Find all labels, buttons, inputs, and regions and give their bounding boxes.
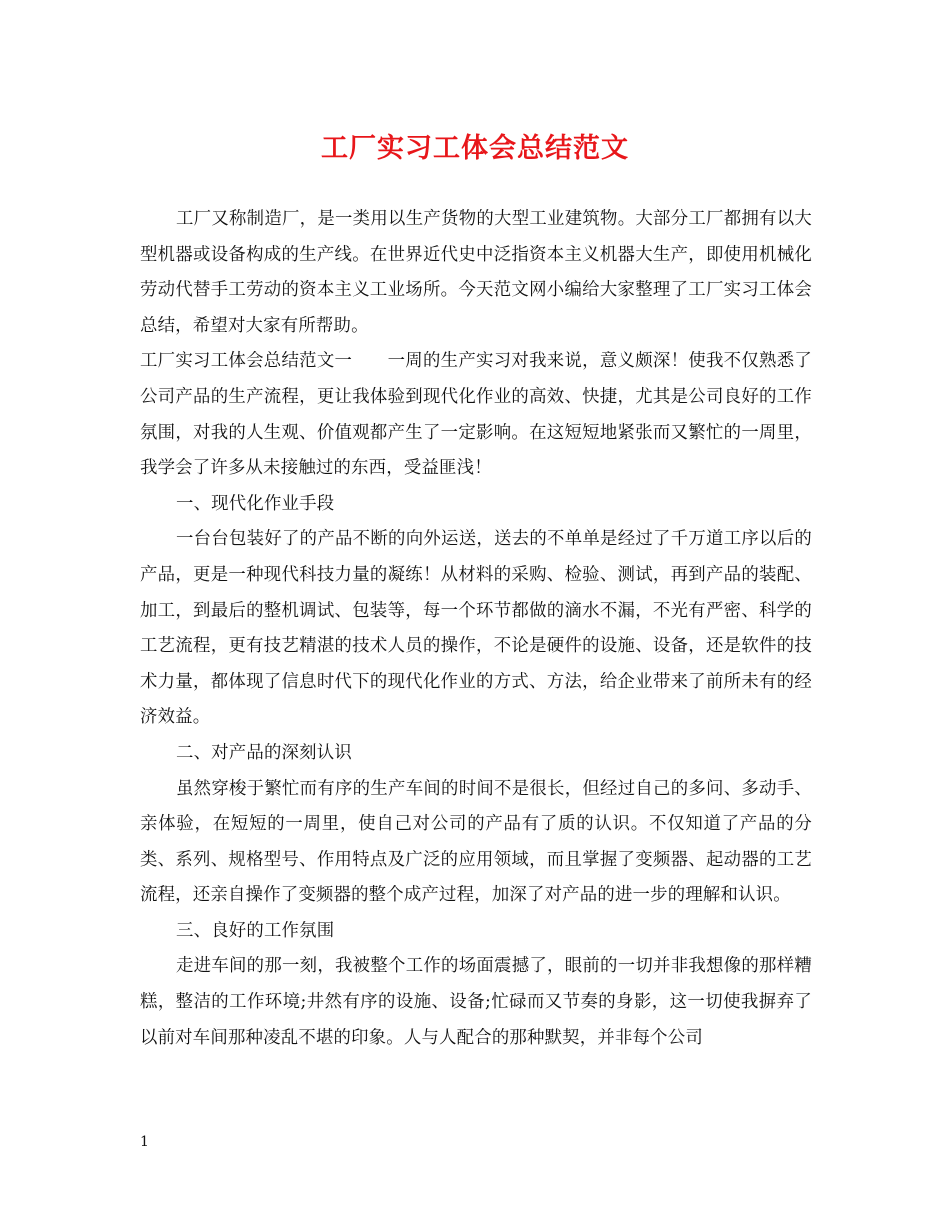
section-heading-work-atmosphere: 三、良好的工作氛围 xyxy=(176,920,335,941)
intro-paragraph: 工厂又称制造厂，是一类用以生产货物的大型工业建筑物。大部分工厂都拥有以大型机器或设备构成的生产线。在世界近代史中泛指资本主义机器大生产，即使用机械化劳动代替手工劳动的资本主义工业场所。今天范文网小编给大家整理了工厂实习工体会总结，希望对大家有所帮助。 xyxy=(140,209,812,336)
modern-operations-paragraph: 一台台包装好了的产品不断的向外运送，送去的不单单是经过了千万道工序以后的产品，更是一种现代科技力量的凝练！从材料的采购、检验、测试，再到产品的装配、加工，到最后的整机调试、包装等，每一个环节都做的滴水不漏，不光有严密、科学的工艺流程，更有技艺精湛的技术人员的操作，不论是硬件的设施、设备，还是软件的技术力量，都体现了信息时代下的现代化作业的方式、方法，给企业带来了前所未有的经济效益。 xyxy=(140,529,812,728)
document-body xyxy=(140,202,812,1056)
sample-one-paragraph: 工厂实习工体会总结范文一 一周的生产实习对我来说，意义颇深！使我不仅熟悉了公司产品的生产流程，更让我体验到现代化作业的高效、快捷，尤其是公司良好的工作氛围，对我的人生观、价值观都产生了一定影响。在这短短地紧张而又繁忙的一周里，我学会了许多从未接触过的东西，受益匪浅！ xyxy=(140,351,812,479)
section-heading-modern-operations: 一、现代化作业手段 xyxy=(176,493,335,514)
page-number: 1 xyxy=(140,1134,149,1150)
page-title: 工厂实习工体会总结范文 xyxy=(321,133,629,164)
work-atmosphere-paragraph: 走进车间的那一刻，我被整个工作的场面震撼了，眼前的一切并非我想像的那样糟糕，整洁的工作环境;井然有序的设施、设备;忙碌而又节奏的身影，这一切使我摒弃了以前对车间那种凌乱不堪的印象。人与人配合的那种默契，并非每个公司 xyxy=(140,956,812,1048)
section-heading-product-understanding: 二、对产品的深刻认识 xyxy=(176,742,352,763)
product-understanding-paragraph: 虽然穿梭于繁忙而有序的生产车间的时间不是很长，但经过自己的多问、多动手、亲体验，在短短的一周里，使自己对公司的产品有了质的认识。不仅知道了产品的分类、系列、规格型号、作用特点及广泛的应用领域，而且掌握了变频器、起动器的工艺流程，还亲自操作了变频器的整个成产过程，加深了对产品的进一步的理解和认识。 xyxy=(140,778,812,906)
